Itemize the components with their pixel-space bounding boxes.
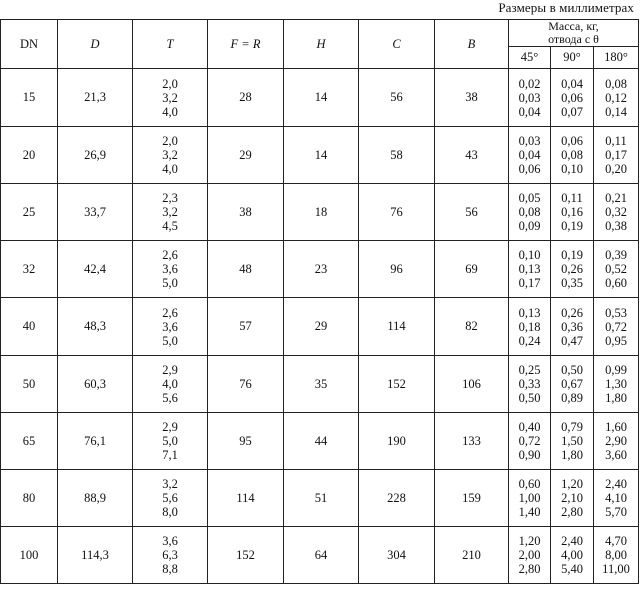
cell-mass-90 xyxy=(551,470,594,527)
cell-fr: 28 xyxy=(208,69,284,127)
col-header-180: 180° xyxy=(594,47,639,69)
cell-c: 114 xyxy=(359,298,435,356)
cell-mass-180 xyxy=(594,69,639,127)
cell-h: 14 xyxy=(284,69,359,127)
cell-mass-180 xyxy=(594,184,639,241)
cell-mass-180-value: 8,00 xyxy=(605,548,627,562)
cell-mass-90-value: 0,47 xyxy=(561,333,583,348)
table-row xyxy=(1,470,639,527)
cell-fr: 152 xyxy=(208,527,284,584)
cell-b: 159 xyxy=(435,470,509,527)
cell-h: 44 xyxy=(284,413,359,470)
cell-mass-180-value: 11,00 xyxy=(602,562,630,576)
cell-mass-180 xyxy=(594,241,639,298)
cell-mass-45 xyxy=(509,413,551,470)
col-header-dn: DN xyxy=(1,20,58,69)
cell-mass-180 xyxy=(594,298,639,356)
cell-t-value: 8,0 xyxy=(162,505,178,519)
mass-header-line2: отвода с θ xyxy=(548,32,599,46)
cell-t-value: 3,2 xyxy=(162,477,178,491)
cell-mass-90-value: 0,89 xyxy=(561,391,583,405)
cell-mass-90-value: 0,19 xyxy=(561,219,583,233)
cell-mass-180-value: 4,10 xyxy=(605,491,627,505)
cell-fr: 95 xyxy=(208,413,284,470)
cell-mass-180-value: 0,20 xyxy=(605,162,627,176)
cell-mass-90-value: 0,08 xyxy=(561,148,583,162)
cell-mass-45-value: 0,02 xyxy=(518,76,541,91)
cell-mass-45-value: 1,00 xyxy=(518,491,541,505)
cell-d: 60,3 xyxy=(58,356,133,413)
cell-b: 106 xyxy=(435,356,509,413)
cell-t-value: 4,0 xyxy=(162,162,178,176)
col-header-b: B xyxy=(435,20,509,69)
cell-t-value: 2,9 xyxy=(162,420,178,434)
cell-mass-45-value: 0,10 xyxy=(518,248,541,262)
mass-header-line1: Масса, кг, xyxy=(548,19,599,33)
cell-mass-180-value: 2,90 xyxy=(605,434,627,448)
cell-mass-45-value: 0,40 xyxy=(518,420,541,434)
cell-mass-180 xyxy=(594,470,639,527)
cell-dn: 20 xyxy=(1,127,58,184)
cell-h: 64 xyxy=(284,527,359,584)
cell-mass-45-value: 0,50 xyxy=(518,391,541,405)
cell-mass-180-value: 0,12 xyxy=(605,90,627,105)
cell-mass-90-value: 0,11 xyxy=(561,191,583,205)
cell-t-value: 2,0 xyxy=(162,76,178,91)
cell-mass-90-value: 0,16 xyxy=(561,205,583,219)
cell-d: 42,4 xyxy=(58,241,133,298)
cell-mass-180 xyxy=(594,356,639,413)
cell-d: 76,1 xyxy=(58,413,133,470)
cell-mass-180-value: 0,39 xyxy=(605,248,627,262)
cell-mass-90-value: 0,79 xyxy=(561,420,583,434)
cell-mass-90-value: 5,40 xyxy=(561,562,583,576)
cell-mass-90-value: 1,20 xyxy=(561,477,583,491)
table-row xyxy=(1,413,639,470)
table-row xyxy=(1,69,639,127)
col-header-mass xyxy=(509,20,639,47)
cell-dn: 25 xyxy=(1,184,58,241)
cell-t xyxy=(133,69,208,127)
cell-t-value: 5,6 xyxy=(162,491,178,505)
cell-b: 69 xyxy=(435,241,509,298)
cell-mass-45 xyxy=(509,184,551,241)
cell-d: 26,9 xyxy=(58,127,133,184)
cell-mass-180-value: 1,80 xyxy=(605,391,627,405)
cell-mass-90-value: 0,06 xyxy=(561,90,583,105)
cell-mass-45-value: 0,13 xyxy=(518,305,541,320)
cell-mass-45-value: 0,04 xyxy=(518,148,541,162)
cell-mass-180 xyxy=(594,127,639,184)
cell-mass-45-value: 0,17 xyxy=(518,276,541,290)
col-header-c: C xyxy=(359,20,435,69)
cell-mass-180-value: 0,14 xyxy=(605,104,627,119)
cell-t-value: 2,9 xyxy=(162,363,178,377)
table-body xyxy=(1,69,639,584)
cell-mass-180-value: 0,72 xyxy=(605,319,627,334)
cell-h: 23 xyxy=(284,241,359,298)
cell-b: 82 xyxy=(435,298,509,356)
cell-mass-180 xyxy=(594,527,639,584)
cell-mass-180-value: 4,70 xyxy=(605,534,627,548)
cell-mass-180-value: 1,60 xyxy=(605,420,627,434)
cell-mass-180-value: 0,11 xyxy=(605,134,627,148)
cell-dn: 65 xyxy=(1,413,58,470)
cell-mass-90 xyxy=(551,298,594,356)
cell-fr: 29 xyxy=(208,127,284,184)
cell-mass-90 xyxy=(551,413,594,470)
cell-c: 56 xyxy=(359,69,435,127)
cell-c: 96 xyxy=(359,241,435,298)
cell-mass-180-value: 0,32 xyxy=(605,205,627,219)
cell-mass-45-value: 0,72 xyxy=(518,434,541,448)
dimensions-table xyxy=(0,19,639,584)
cell-mass-90-value: 0,10 xyxy=(561,162,583,176)
cell-mass-45-value: 0,04 xyxy=(518,104,541,119)
cell-mass-45-value: 0,60 xyxy=(518,477,541,491)
cell-dn: 50 xyxy=(1,356,58,413)
cell-mass-90-value: 1,50 xyxy=(561,434,583,448)
cell-b: 56 xyxy=(435,184,509,241)
cell-h: 18 xyxy=(284,184,359,241)
cell-t-value: 3,6 xyxy=(162,262,178,276)
cell-dn: 15 xyxy=(1,69,58,127)
cell-mass-45-value: 0,06 xyxy=(518,162,541,176)
table-row xyxy=(1,127,639,184)
cell-mass-90 xyxy=(551,184,594,241)
col-header-t: T xyxy=(133,20,208,69)
cell-fr: 57 xyxy=(208,298,284,356)
cell-mass-90-value: 0,50 xyxy=(561,363,583,377)
cell-mass-45 xyxy=(509,241,551,298)
cell-d: 114,3 xyxy=(58,527,133,584)
cell-t xyxy=(133,470,208,527)
cell-t-value: 2,6 xyxy=(162,248,178,262)
cell-mass-45-value: 2,00 xyxy=(518,548,541,562)
table-row xyxy=(1,527,639,584)
cell-b: 133 xyxy=(435,413,509,470)
cell-mass-45 xyxy=(509,527,551,584)
cell-mass-180-value: 0,99 xyxy=(605,363,627,377)
cell-c: 76 xyxy=(359,184,435,241)
cell-d: 88,9 xyxy=(58,470,133,527)
cell-mass-45-value: 0,24 xyxy=(518,333,541,348)
cell-mass-45 xyxy=(509,69,551,127)
table-row xyxy=(1,241,639,298)
cell-mass-180-value: 1,30 xyxy=(605,377,627,391)
cell-t xyxy=(133,413,208,470)
cell-t-value: 4,5 xyxy=(162,219,178,233)
cell-mass-45-value: 0,05 xyxy=(518,191,541,205)
cell-t-value: 5,0 xyxy=(162,333,178,348)
cell-fr: 76 xyxy=(208,356,284,413)
cell-c: 58 xyxy=(359,127,435,184)
cell-b: 38 xyxy=(435,69,509,127)
cell-mass-45-value: 0,03 xyxy=(518,90,541,105)
cell-t-value: 4,0 xyxy=(162,104,178,119)
cell-mass-90 xyxy=(551,356,594,413)
cell-mass-45-value: 0,18 xyxy=(518,319,541,334)
cell-t-value: 3,6 xyxy=(162,534,178,548)
cell-t-value: 7,1 xyxy=(162,448,178,462)
cell-fr: 38 xyxy=(208,184,284,241)
cell-mass-90-value: 2,10 xyxy=(561,491,583,505)
cell-mass-90-value: 0,06 xyxy=(561,134,583,148)
cell-t-value: 4,0 xyxy=(162,377,178,391)
cell-mass-45-value: 0,03 xyxy=(518,134,541,148)
cell-mass-90 xyxy=(551,127,594,184)
col-header-h: H xyxy=(284,20,359,69)
cell-fr: 114 xyxy=(208,470,284,527)
cell-mass-45 xyxy=(509,470,551,527)
cell-mass-180-value: 0,52 xyxy=(605,262,627,276)
cell-dn: 100 xyxy=(1,527,58,584)
cell-t xyxy=(133,527,208,584)
col-header-45: 45° xyxy=(509,47,551,69)
cell-mass-90 xyxy=(551,527,594,584)
cell-d: 33,7 xyxy=(58,184,133,241)
cell-t-value: 2,3 xyxy=(162,191,178,205)
cell-t-value: 3,6 xyxy=(162,319,178,334)
cell-c: 152 xyxy=(359,356,435,413)
cell-mass-45-value: 1,20 xyxy=(518,534,541,548)
cell-t-value: 5,0 xyxy=(162,434,178,448)
cell-t-value: 5,6 xyxy=(162,391,178,405)
table-row xyxy=(1,356,639,413)
cell-t xyxy=(133,298,208,356)
cell-mass-90-value: 0,26 xyxy=(561,305,583,320)
cell-mass-90-value: 2,40 xyxy=(561,534,583,548)
cell-mass-180-value: 0,08 xyxy=(605,76,627,91)
cell-t-value: 2,0 xyxy=(162,134,178,148)
cell-h: 51 xyxy=(284,470,359,527)
cell-d: 48,3 xyxy=(58,298,133,356)
cell-b: 210 xyxy=(435,527,509,584)
cell-h: 14 xyxy=(284,127,359,184)
cell-mass-90-value: 0,67 xyxy=(561,377,583,391)
cell-t-value: 6,3 xyxy=(162,548,178,562)
cell-mass-90-value: 0,07 xyxy=(561,104,583,119)
cell-mass-45 xyxy=(509,298,551,356)
cell-mass-180-value: 3,60 xyxy=(605,448,627,462)
cell-dn: 80 xyxy=(1,470,58,527)
cell-mass-90-value: 1,80 xyxy=(561,448,583,462)
cell-mass-180-value: 2,40 xyxy=(605,477,627,491)
cell-mass-90 xyxy=(551,69,594,127)
table-row xyxy=(1,184,639,241)
cell-t xyxy=(133,241,208,298)
cell-mass-90-value: 2,80 xyxy=(561,505,583,519)
cell-t-value: 3,2 xyxy=(162,148,178,162)
cell-fr: 48 xyxy=(208,241,284,298)
cell-t xyxy=(133,356,208,413)
cell-mass-45 xyxy=(509,127,551,184)
col-header-d: D xyxy=(58,20,133,69)
cell-dn: 40 xyxy=(1,298,58,356)
cell-mass-45-value: 0,09 xyxy=(518,219,541,233)
cell-mass-180 xyxy=(594,413,639,470)
cell-mass-90-value: 0,36 xyxy=(561,319,583,334)
cell-mass-45-value: 0,33 xyxy=(518,377,541,391)
units-caption: Размеры в миллиметрах xyxy=(498,0,634,15)
cell-c: 190 xyxy=(359,413,435,470)
cell-mass-180-value: 0,60 xyxy=(605,276,627,290)
cell-h: 35 xyxy=(284,356,359,413)
cell-mass-90-value: 4,00 xyxy=(561,548,583,562)
header-row xyxy=(1,20,639,47)
cell-mass-180-value: 5,70 xyxy=(605,505,627,519)
cell-mass-90-value: 0,19 xyxy=(561,248,583,262)
cell-mass-90 xyxy=(551,241,594,298)
table-row xyxy=(1,298,639,356)
cell-mass-90-value: 0,26 xyxy=(561,262,583,276)
cell-mass-45-value: 0,08 xyxy=(518,205,541,219)
cell-mass-45-value: 0,90 xyxy=(518,448,541,462)
cell-mass-90-value: 0,35 xyxy=(561,276,583,290)
cell-mass-180-value: 0,95 xyxy=(605,333,627,348)
cell-t-value: 8,8 xyxy=(162,562,178,576)
cell-dn: 32 xyxy=(1,241,58,298)
cell-t-value: 3,2 xyxy=(162,205,178,219)
cell-t-value: 5,0 xyxy=(162,276,178,290)
cell-mass-90-value: 0,04 xyxy=(561,76,583,91)
cell-mass-45 xyxy=(509,356,551,413)
cell-t xyxy=(133,127,208,184)
cell-t-value: 2,6 xyxy=(162,305,178,320)
cell-c: 228 xyxy=(359,470,435,527)
cell-mass-180-value: 0,17 xyxy=(605,148,627,162)
cell-mass-180-value: 0,21 xyxy=(605,191,627,205)
col-header-fr: F = R xyxy=(208,20,284,69)
cell-b: 43 xyxy=(435,127,509,184)
cell-mass-180-value: 0,38 xyxy=(605,219,627,233)
cell-t xyxy=(133,184,208,241)
cell-h: 29 xyxy=(284,298,359,356)
cell-t-value: 3,2 xyxy=(162,90,178,105)
cell-c: 304 xyxy=(359,527,435,584)
cell-mass-45-value: 0,25 xyxy=(518,363,541,377)
cell-d: 21,3 xyxy=(58,69,133,127)
col-header-90: 90° xyxy=(551,47,594,69)
cell-mass-180-value: 0,53 xyxy=(605,305,627,320)
cell-mass-45-value: 2,80 xyxy=(518,562,541,576)
cell-mass-45-value: 0,13 xyxy=(518,262,541,276)
cell-mass-45-value: 1,40 xyxy=(518,505,541,519)
